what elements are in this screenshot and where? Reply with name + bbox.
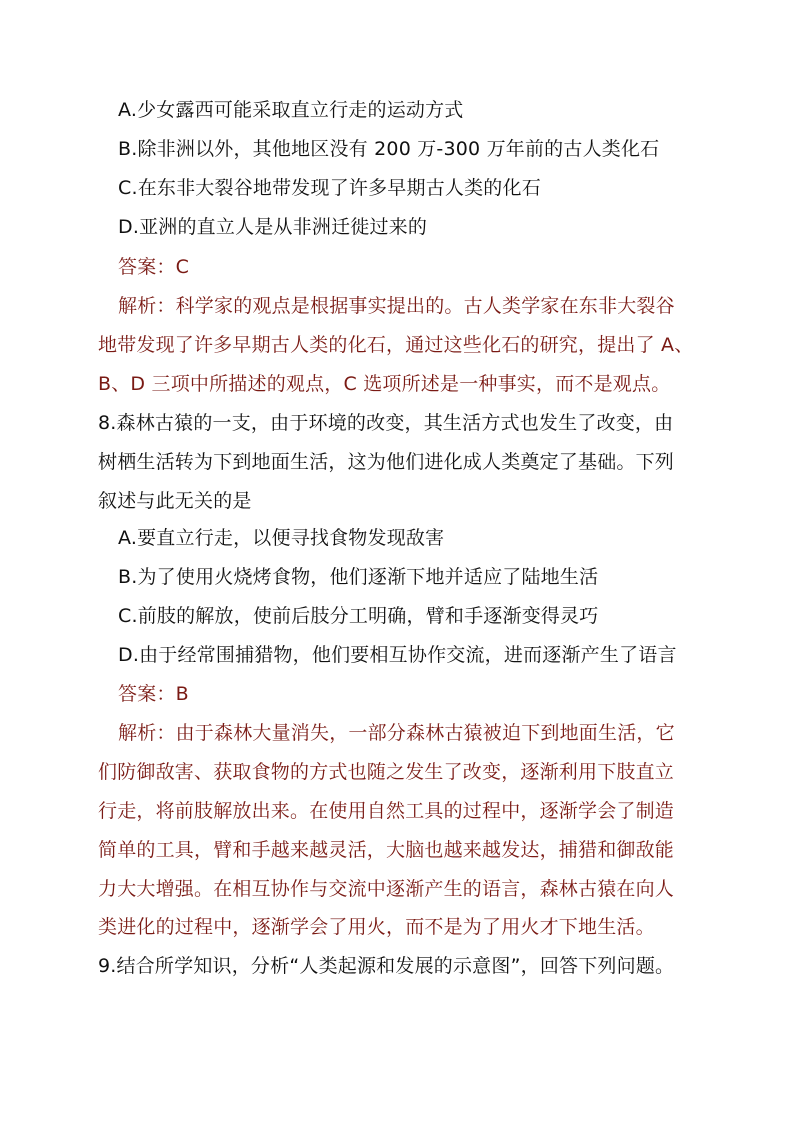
q8-option-b: B.为了使用火烧烤食物，他们逐渐下地并适应了陆地生活 (118, 566, 599, 588)
q7-explanation-line-3: B、D 三项中所描述的观点，C 选项所述是一种事实，而不是观点。 (98, 373, 671, 395)
q8-explanation-line-4: 简单的工具，臂和手越来越灵活，大脑也越来越发达，捕猎和御敌能 (98, 839, 675, 861)
q8-explanation-line-2: 们防御敌害、获取食物的方式也随之发生了改变，逐渐利用下肢直立 (98, 761, 675, 783)
q8-explanation-line-3: 行走，将前肢解放出来。在使用自然工具的过程中，逐渐学会了制造 (98, 800, 675, 822)
q7-explanation-line-1: 解析：科学家的观点是根据事实提出的。古人类学家在东非大裂谷 (118, 295, 675, 317)
q8-explanation-line-1: 解析：由于森林大量消失，一部分森林古猿被迫下到地面生活，它 (118, 722, 675, 744)
q7-answer: 答案：C (118, 256, 190, 278)
q8-option-c: C.前肢的解放，使前后肢分工明确，臂和手逐渐变得灵巧 (118, 605, 599, 627)
q7-option-c: C.在东非大裂谷地带发现了许多早期古人类的化石 (118, 177, 541, 199)
q8-answer: 答案：B (118, 683, 189, 705)
q9-stem: 9.结合所学知识，分析“人类起源和发展的示意图”，回答下列问题。 (98, 955, 675, 977)
q8-stem-line-2: 树栖生活转为下到地面生活，这为他们进化成人类奠定了基础。下列 (98, 451, 675, 473)
q7-option-b: B.除非洲以外，其他地区没有 200 万-300 万年前的古人类化石 (118, 138, 660, 160)
q7-option-d: D.亚洲的直立人是从非洲迁徙过来的 (118, 216, 428, 238)
q7-explanation-line-2: 地带发现了许多早期古人类的化石，通过这些化石的研究，提出了 A、 (98, 334, 694, 356)
q8-stem-line-3: 叙述与此无关的是 (98, 490, 252, 512)
q8-stem-line-1: 8.森林古猿的一支，由于环境的改变，其生活方式也发生了改变，由 (98, 412, 674, 434)
q8-option-a: A.要直立行走，以便寻找食物发现敌害 (118, 527, 445, 549)
q8-explanation-line-6: 类进化的过程中，逐渐学会了用火，而不是为了用火才下地生活。 (98, 916, 655, 938)
q8-explanation-line-5: 力大大增强。在相互协作与交流中逐渐产生的语言，森林古猿在向人 (98, 878, 675, 900)
q8-option-d: D.由于经常围捕猎物，他们要相互协作交流，进而逐渐产生了语言 (118, 644, 677, 666)
q7-option-a: A.少女露西可能采取直立行走的运动方式 (118, 99, 464, 121)
